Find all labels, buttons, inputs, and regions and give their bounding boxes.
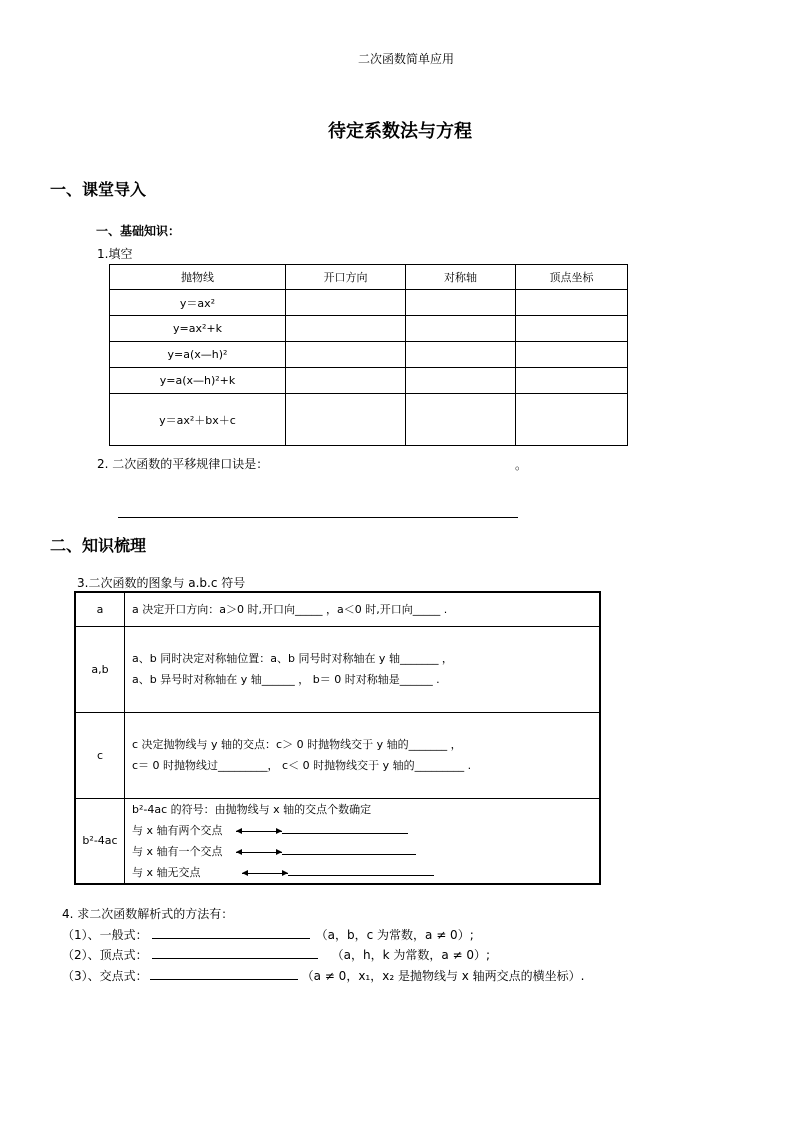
- answer-blank[interactable]: [288, 869, 434, 876]
- blank-cell[interactable]: [286, 394, 406, 446]
- method-intercept-row: [62, 967, 585, 984]
- row-text-ab: [125, 626, 601, 712]
- row-ab-line-2: a、b 异号时对称轴在 y 轴______ ， b＝ 0 时对称轴是______ .: [132, 673, 440, 686]
- double-arrow-icon: [236, 848, 282, 856]
- blank-cell[interactable]: [406, 394, 516, 446]
- row-ab-line-1: a、b 同时决定对称轴位置：a、b 同号时对称轴在 y 轴_______ ，: [132, 652, 453, 665]
- row-text-c: [125, 712, 601, 798]
- table-row-formula: y＝ax²＋bx＋c: [110, 394, 286, 446]
- blank-cell[interactable]: [406, 368, 516, 394]
- double-arrow-icon: [242, 869, 288, 877]
- blank-cell[interactable]: [406, 342, 516, 368]
- blank-cell[interactable]: [286, 290, 406, 316]
- blank-cell[interactable]: [516, 368, 628, 394]
- row-key-c: c: [75, 712, 125, 798]
- method-vertex-label: （2）、顶点式：: [62, 948, 148, 962]
- discriminant-line-1: b²-4ac 的符号：由抛物线与 x 轴的交点个数确定: [132, 802, 372, 816]
- table-row-formula: y=ax²+k: [110, 316, 286, 342]
- section-2-heading: 二、知识梳理: [50, 536, 147, 555]
- table-row: [110, 316, 628, 342]
- blank-cell[interactable]: [286, 316, 406, 342]
- method-intercept-note: （a ≠ 0，x₁，x₂ 是抛物线与 x 轴两交点的横坐标）.: [301, 969, 585, 983]
- table-row: [110, 368, 628, 394]
- page-header-text: 二次函数简单应用: [358, 52, 455, 66]
- table-row: [75, 712, 600, 798]
- answer-blank[interactable]: [282, 848, 416, 855]
- answer-blank[interactable]: [152, 952, 318, 959]
- table-row-formula: y＝ax²: [110, 290, 286, 316]
- fill-in-table: [109, 264, 628, 446]
- blank-cell[interactable]: [406, 290, 516, 316]
- row-c-line-2: c＝ 0 时抛物线过_________， c＜ 0 时抛物线交于 y 轴的_________ .: [132, 759, 472, 772]
- table-row: [75, 592, 600, 626]
- discriminant-line-4: [132, 862, 599, 883]
- two-intersections-label: 与 x 轴有两个交点: [132, 823, 223, 837]
- blank-cell[interactable]: [286, 368, 406, 394]
- table-header-vertex: 顶点坐标: [516, 265, 628, 290]
- row-text-discriminant: [125, 798, 601, 884]
- blank-cell[interactable]: [286, 342, 406, 368]
- answer-blank[interactable]: [150, 973, 298, 980]
- item-2-label: 2. 二次函数的平移规律口诀是：: [97, 457, 269, 471]
- one-intersection-label: 与 x 轴有一个交点: [132, 844, 223, 858]
- row-key-a: a: [75, 592, 125, 626]
- item-4-label: 4. 求二次函数解析式的方法有：: [62, 907, 234, 921]
- blank-cell[interactable]: [516, 394, 628, 446]
- row-text-a: a 决定开口方向：a＞0 时,开口向_____ ，a＜0 时,开口向_____ .: [125, 592, 601, 626]
- blank-cell[interactable]: [516, 342, 628, 368]
- table-row: [110, 342, 628, 368]
- table-row: [75, 798, 600, 884]
- table-row: [110, 394, 628, 446]
- answer-blank[interactable]: [282, 827, 408, 834]
- item-1-label: 1.填空: [97, 247, 133, 261]
- row-key-discriminant: b²-4ac: [75, 798, 125, 884]
- method-intercept-label: （3）、交点式：: [62, 969, 148, 983]
- blank-cell[interactable]: [516, 316, 628, 342]
- no-intersection-label: 与 x 轴无交点: [132, 865, 201, 879]
- discriminant-line-3: [132, 841, 599, 862]
- blank-cell[interactable]: [406, 316, 516, 342]
- method-vertex-row: [62, 946, 490, 963]
- page-title: 待定系数法与方程: [328, 121, 472, 142]
- row-key-ab: a,b: [75, 626, 125, 712]
- method-general-label: （1）、一般式：: [62, 928, 148, 942]
- method-general-note: （a，b，c 为常数，a ≠ 0）;: [315, 928, 474, 942]
- table-header-axis: 对称轴: [406, 265, 516, 290]
- blank-cell[interactable]: [516, 290, 628, 316]
- basic-knowledge-heading: 一、基础知识：: [96, 224, 181, 238]
- table-row-formula: y=a(x—h)²: [110, 342, 286, 368]
- method-general-row: [62, 926, 474, 943]
- method-vertex-note: （a，h，k 为常数，a ≠ 0）;: [331, 948, 491, 962]
- section-1-heading: 一、课堂导入: [50, 180, 147, 199]
- answer-line[interactable]: [118, 517, 518, 518]
- item-3-label: 3.二次函数的图象与 a.b.c 符号: [77, 576, 246, 590]
- answer-blank[interactable]: [152, 932, 310, 939]
- table-row: [75, 626, 600, 712]
- row-c-line-1: c 决定抛物线与 y 轴的交点：c＞ 0 时抛物线交于 y 轴的_______ ，: [132, 738, 462, 751]
- table-row-formula: y=a(x—h)²+k: [110, 368, 286, 394]
- item-2-period: 。: [515, 458, 528, 472]
- table-header-opening: 开口方向: [286, 265, 406, 290]
- double-arrow-icon: [236, 827, 282, 835]
- discriminant-line-2: [132, 820, 599, 841]
- table-row: [110, 290, 628, 316]
- table-header-parabola: 抛物线: [110, 265, 286, 290]
- sign-table: [74, 591, 601, 885]
